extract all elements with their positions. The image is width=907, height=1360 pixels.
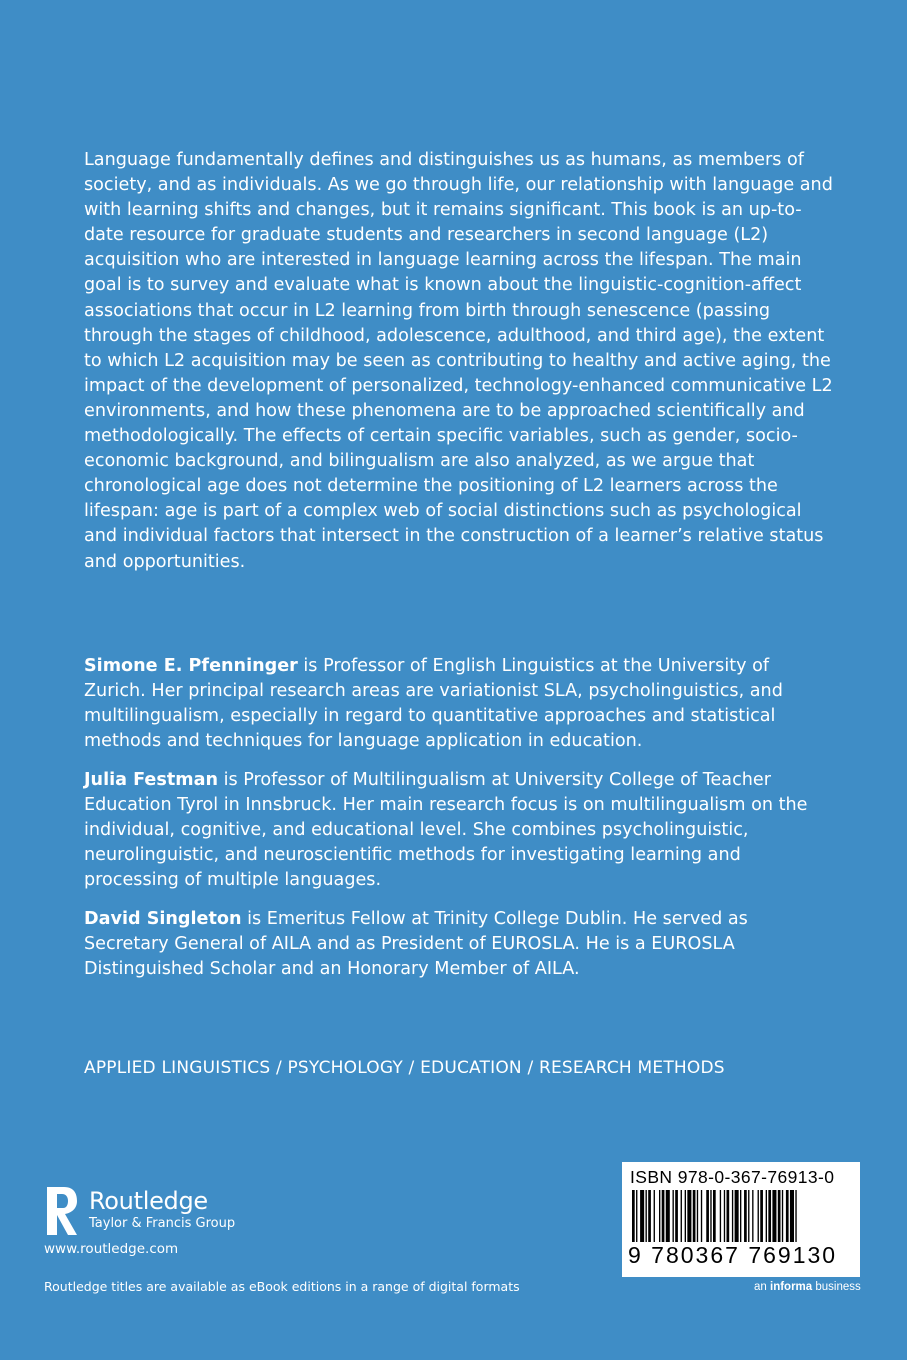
barcode-bar (706, 1190, 709, 1242)
informa-note: an informa business (754, 1281, 861, 1293)
barcode-bar (772, 1190, 776, 1242)
isbn-label: ISBN 978-0-367-76913-0 (630, 1167, 835, 1187)
barcode-bar (654, 1190, 655, 1242)
barcode-bar (659, 1190, 660, 1242)
author-bio-singleton (84, 907, 834, 982)
author-bio-text: is Emeritus Fellow at Trinity College Dublin. He served as Secretary General of AILA and as President of EUROSLA. He is a EUROSLA Distinguished Scholar and an Honorary Member of AILA. (84, 909, 748, 980)
barcode-bar (685, 1190, 686, 1242)
barcode-bar (758, 1190, 759, 1242)
barcode-bar (666, 1190, 670, 1242)
isbn-barcode (622, 1162, 860, 1277)
barcode-icon (630, 1190, 852, 1242)
author-bio-festman (84, 768, 834, 893)
barcode-bar (790, 1190, 794, 1242)
publisher-group: Taylor & Francis Group (89, 1216, 236, 1231)
barcode-bar (748, 1190, 749, 1242)
barcode-bar (662, 1190, 665, 1242)
subject-categories: APPLIED LINGUISTICS / PSYCHOLOGY / EDUCATION / RESEARCH METHODS (84, 1058, 725, 1078)
barcode-bar (752, 1190, 753, 1242)
ebook-note: Routledge titles are available as eBook editions in a range of digital formats (44, 1279, 520, 1294)
barcode-bar (760, 1190, 763, 1242)
barcode-bar (646, 1190, 647, 1242)
barcode-bar (735, 1190, 739, 1242)
publisher-name: Routledge (89, 1187, 208, 1215)
barcode-bar (795, 1190, 796, 1242)
barcode-number: 9 780367 769130 (628, 1242, 838, 1268)
barcode-bar (766, 1190, 767, 1242)
publisher-logo (44, 1183, 284, 1243)
barcode-bar (778, 1190, 781, 1242)
barcode-bar (727, 1190, 730, 1242)
barcode-bar (701, 1190, 702, 1242)
author-name: David Singleton (84, 909, 242, 929)
author-bio-text: is Professor of English Linguistics at the University of Zurich. Her principal research areas are variationist SLA, psycholinguistics, and multilingualism, especially in regard to quantitative approaches and statistical methods and techniques for language application in education. (84, 656, 783, 752)
barcode-bar (724, 1190, 725, 1242)
author-bio-pfenninger (84, 654, 834, 754)
barcode-bar (710, 1190, 711, 1242)
barcode-bar (768, 1190, 771, 1242)
barcode-bar (648, 1190, 651, 1242)
barcode-bar (693, 1190, 696, 1242)
barcode-bar (740, 1190, 741, 1242)
barcode-bar (673, 1190, 674, 1242)
routledge-logo-icon (44, 1183, 80, 1239)
barcode-bar (681, 1190, 682, 1242)
author-name: Julia Festman (84, 770, 218, 790)
barcode-bar (744, 1190, 747, 1242)
author-bio-text: is Professor of Multilingualism at University College of Teacher Education Tyrol in Innsbruck. Her main research focus is on multilingualism on the individual, cognitive, and educational level. She combines psycholinguistic, neurolinguistic, and neuroscientific methods for investigating learning and processing of multiple languages. (84, 770, 808, 891)
publisher-url: www.routledge.com (44, 1241, 179, 1257)
barcode-bar (782, 1190, 783, 1242)
barcode-bar (720, 1190, 721, 1242)
author-name: Simone E. Pfenninger (84, 656, 298, 676)
barcode-bar (786, 1190, 789, 1242)
barcode-bar (713, 1190, 716, 1242)
description-blurb: Language fundamentally defines and distinguishes us as humans, as members of society, and as individuals. As we go through life, our relationship with language and with learning shifts and changes, but it remains significant. This book is an up-to-date resource for graduate students and researchers in second language (L2) acquisition who are interested in language learning across the lifespan. The main goal is to survey and evaluate what is known about the linguistic-cognition-affect associations that occur in L2 learning from birth through senescence (passing through the stages of childhood, adolescence, adulthood, and third age), the extent to which L2 acquisition may be seen as contributing to healthy and active aging, the impact of the development of personalized, technology-enhanced communicative L2 environments, and how these phenomena are to be approached scientifically and methodologically. The effects of certain specific variables, such as gender, socio-economic background, and bilingualism are also analyzed, as we argue that chronological age does not determine the positioning of L2 learners across the lifespan: age is part of a complex web of social distinctions such as psychological and individual factors that intersect in the construction of a learner’s relative status and opportunities. (84, 150, 833, 572)
barcode-bar (675, 1190, 678, 1242)
barcode-bar (697, 1190, 698, 1242)
barcode-bar (636, 1190, 637, 1242)
barcode-bar (632, 1190, 635, 1242)
barcode-bar (687, 1190, 691, 1242)
barcode-bar (640, 1190, 644, 1242)
barcode-bar (732, 1190, 733, 1242)
